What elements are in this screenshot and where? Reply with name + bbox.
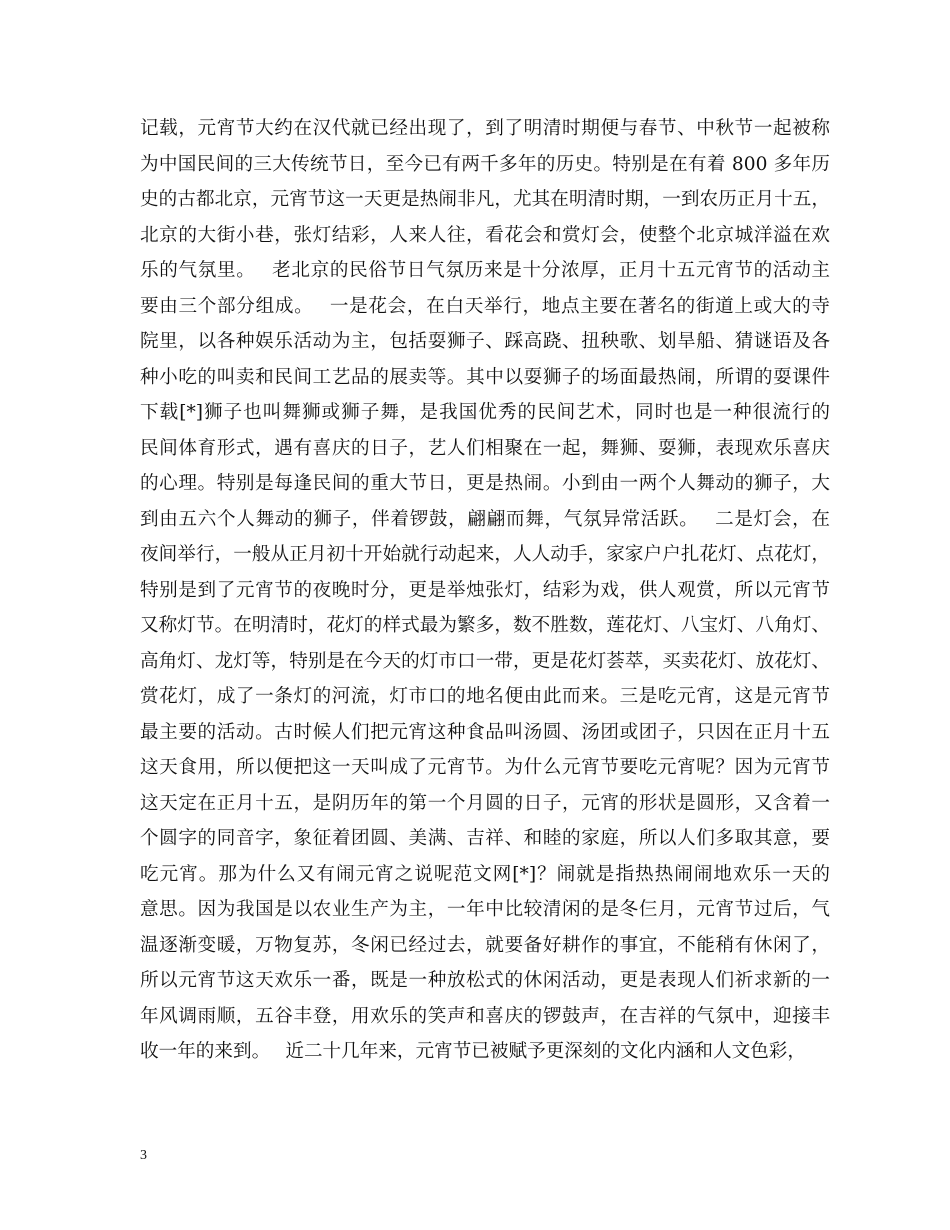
text-line: 要由三个部分组成。 一是花会，在白天举行，地点主要在著名的街道上或大的寺 [140,295,830,317]
text-line: 史的古都北京，元宵节这一天更是热闹非凡，尤其在明清时期，一到农历正月十五， [140,189,830,210]
text-line: 院里，以各种娱乐活动为主，包括耍狮子、踩高跷、扭秧歌、划旱船、猜谜语及各 [140,331,830,352]
text-line: 温逐渐变暖，万物复苏，冬闲已经过去，就要备好耕作的事宜，不能稍有休闲了， [140,934,830,956]
page-number: 3 [140,1148,147,1163]
text-line: 所以元宵节这天欢乐一番，既是一种放松式的休闲活动，更是表现人们祈求新的一 [140,970,830,991]
text-line: 下载[*]狮子也叫舞狮或狮子舞，是我国优秀的民间艺术，同时也是一种很流行的 [140,402,830,423]
text-line: 又称灯节。在明清时，花灯的样式最为繁多，数不胜数，莲花灯、八宝灯、八角灯、 [140,615,830,636]
text-line: 这天定在正月十五，是阴历年的第一个月圆的日子，元宵的形状是圆形，又含着一 [140,792,830,814]
text-line: 赏花灯，成了一条灯的河流，灯市口的地名便由此而来。三是吃元宵，这是元宵节 [140,686,830,707]
text-line: 个圆字的同音字，象征着团圆、美满、吉祥、和睦的家庭，所以人们多取其意，要 [140,828,830,849]
text-line: 乐的气氛里。 老北京的民俗节日气氛历来是十分浓厚，正月十五元宵节的活动主 [140,260,830,281]
text-line: 高角灯、龙灯等，特别是在今天的灯市口一带，更是花灯荟萃，买卖花灯、放花灯、 [140,650,830,672]
text-line: 民间体育形式，遇有喜庆的日子，艺人们相聚在一起，舞狮、耍狮，表现欢乐喜庆 [140,437,830,459]
text-line: 意思。因为我国是以农业生产为主，一年中比较清闲的是冬仨月，元宵节过后，气 [140,899,830,920]
body-text [140,111,830,1070]
text-line: 夜间举行，一般从正月初十开始就行动起来，人人动手，家家户户扎花灯、点花灯， [140,544,830,565]
text-line: 记载，元宵节大约在汉代就已经出现了，到了明清时期便与春节、中秋节一起被称 [140,118,830,139]
text-line: 这天食用，所以便把这一天叫成了元宵节。为什么元宵节要吃元宵呢？因为元宵节 [140,757,830,778]
text-line: 收一年的来到。 近二十几年来，元宵节已被赋予更深刻的文化内涵和人文色彩， [140,1041,806,1062]
text-line: 最主要的活动。古时候人们把元宵这种食品叫汤圆、汤团或团子，只因在正月十五 [140,721,830,743]
text-line: 年风调雨顺，五谷丰登，用欢乐的笑声和喜庆的锣鼓声，在吉祥的气氛中，迎接丰 [140,1005,830,1027]
text-line: 的心理。特别是每逢民间的重大节日，更是热闹。小到由一两个人舞动的狮子，大 [140,473,830,494]
text-line: 特别是到了元宵节的夜晚时分，更是举烛张灯，结彩为戏，供人观赏，所以元宵节 [140,579,830,601]
text-line: 种小吃的叫卖和民间工艺品的展卖等。其中以耍狮子的场面最热闹，所谓的耍课件 [140,366,830,388]
text-line: 到由五六个人舞动的狮子，伴着锣鼓，翩翩而舞，气氛异常活跃。 二是灯会，在 [140,508,830,530]
text-line: 吃元宵。那为什么又有闹元宵之说呢范文网[*]？闹就是指热热闹闹地欢乐一天的 [140,863,830,885]
text-line: 北京的大街小巷，张灯结彩，人来人往，看花会和赏灯会，使整个北京城洋溢在欢 [140,224,830,246]
text-line: 为中国民间的三大传统节日，至今已有两千多年的历史。特别是在有着 800 多年历 [140,153,830,175]
